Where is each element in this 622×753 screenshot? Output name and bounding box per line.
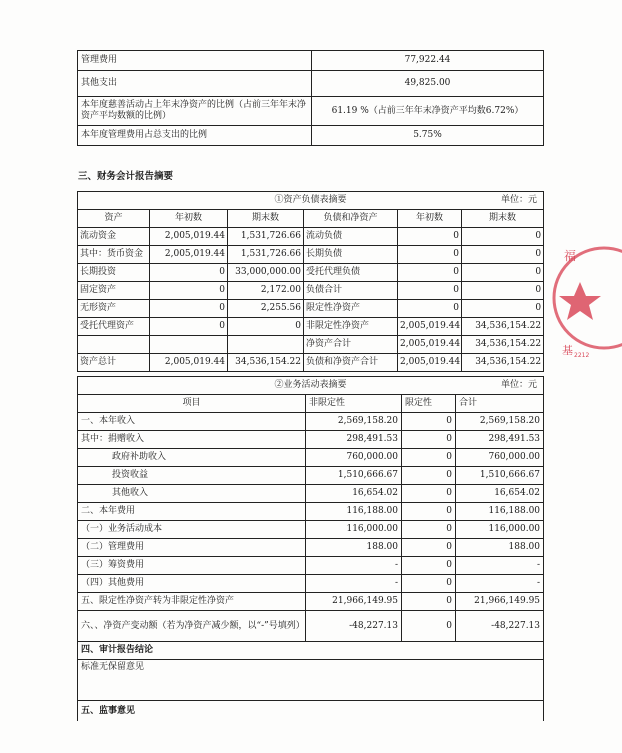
cell: 34,536,154.22	[462, 354, 544, 372]
cell: 0	[402, 575, 456, 593]
header-cell: 限定性	[402, 395, 456, 413]
table-row	[78, 701, 544, 722]
table-row	[78, 431, 544, 449]
cell: 34,536,154.22	[462, 318, 544, 336]
cell: 2,005,019.44	[398, 318, 462, 336]
cell: 16,654.02	[456, 485, 544, 503]
cell: 0	[398, 228, 462, 246]
table-title-row	[78, 377, 544, 395]
row-label: （三）筹资费用	[78, 557, 306, 575]
table-row	[78, 642, 544, 660]
seal-char-1: 福	[564, 249, 577, 263]
row-label: 政府补助收入	[78, 449, 306, 467]
balance-sheet-table	[77, 191, 544, 372]
cell: 0	[462, 282, 544, 300]
cell: 16,654.02	[306, 485, 402, 503]
cell: 0	[402, 593, 456, 611]
cell: 1,531,726.66	[228, 246, 304, 264]
table-row	[78, 539, 544, 557]
cell: 34,536,154.22	[228, 354, 304, 372]
summary-table	[77, 50, 544, 146]
cell: 21,966,149.95	[456, 593, 544, 611]
table-row	[78, 264, 544, 282]
row-label: 其中：捐赠收入	[78, 431, 306, 449]
cell: 限定性净资产	[304, 300, 398, 318]
cell: 负债合计	[304, 282, 398, 300]
balance-title: ①资产负债表摘要	[274, 195, 347, 205]
header-cell: 期末数	[462, 210, 544, 228]
table-row	[78, 485, 544, 503]
balance-unit: 单位：元	[501, 195, 538, 205]
cell: 2,005,019.44	[398, 336, 462, 354]
cell: 188.00	[456, 539, 544, 557]
table-row	[78, 467, 544, 485]
header-cell: 非限定性	[306, 395, 402, 413]
cell: 34,536,154.22	[462, 336, 544, 354]
table-row	[78, 126, 544, 146]
cell: 0	[402, 611, 456, 642]
table-row	[78, 611, 544, 642]
cell: 2,005,019.44	[150, 246, 228, 264]
cell: -	[456, 557, 544, 575]
header-cell: 项目	[78, 395, 306, 413]
audit-title: 四、审计报告结论	[78, 642, 544, 660]
header-cell: 期末数	[228, 210, 304, 228]
cell: 0	[402, 503, 456, 521]
cell: 1,531,726.66	[228, 228, 304, 246]
cell: 0	[398, 264, 462, 282]
section-title: 三、财务会计报告摘要	[78, 171, 174, 182]
cell: 0	[398, 300, 462, 318]
cell: 受托代理负债	[304, 264, 398, 282]
cell: 2,005,019.44	[150, 228, 228, 246]
row-label: （四）其他费用	[78, 575, 306, 593]
table-row	[78, 228, 544, 246]
cell: -	[306, 575, 402, 593]
row-label: 五、限定性净资产转为非限定性净资产	[78, 593, 306, 611]
cell: 1,510,666.67	[456, 467, 544, 485]
table-row	[78, 282, 544, 300]
cell: 长期负债	[304, 246, 398, 264]
table-header-row	[78, 210, 544, 228]
cell: 21,966,149.95	[306, 593, 402, 611]
cell: 2,005,019.44	[150, 354, 228, 372]
cell: 0	[398, 282, 462, 300]
activity-unit: 单位：元	[501, 380, 538, 390]
table-row	[78, 449, 544, 467]
seal-code: 2212	[574, 352, 590, 359]
cell: -	[456, 575, 544, 593]
cell: 受托代理资产	[78, 318, 150, 336]
cell: 298,491.53	[306, 431, 402, 449]
value-cell: 77,922.44	[312, 51, 544, 71]
value-cell: 49,825.00	[312, 71, 544, 97]
row-label: 二、本年费用	[78, 503, 306, 521]
table-title-row	[78, 192, 544, 210]
header-cell: 年初数	[398, 210, 462, 228]
cell: 2,005,019.44	[398, 354, 462, 372]
cell: 298,491.53	[456, 431, 544, 449]
cell: 0	[462, 300, 544, 318]
header-cell: 资产	[78, 210, 150, 228]
cell: 0	[402, 521, 456, 539]
row-label: （一）业务活动成本	[78, 521, 306, 539]
table-row	[78, 51, 544, 71]
table-row	[78, 318, 544, 336]
label-cell: 其他支出	[78, 71, 312, 97]
table-header-row	[78, 395, 544, 413]
table-row	[78, 246, 544, 264]
cell: 无形资产	[78, 300, 150, 318]
cell: 116,188.00	[456, 503, 544, 521]
cell: 188.00	[306, 539, 402, 557]
header-cell: 合计	[456, 395, 544, 413]
cell: 0	[402, 413, 456, 431]
row-label: 投资收益	[78, 467, 306, 485]
cell: 0	[402, 449, 456, 467]
cell: 流动资金	[78, 228, 150, 246]
cell: 760,000.00	[306, 449, 402, 467]
activity-table	[77, 376, 544, 721]
table-row	[78, 575, 544, 593]
table-row	[78, 503, 544, 521]
cell: 116,188.00	[306, 503, 402, 521]
cell: 0	[402, 539, 456, 557]
cell: 2,569,158.20	[306, 413, 402, 431]
cell: 760,000.00	[456, 449, 544, 467]
table-row	[78, 300, 544, 318]
cell: 0	[150, 282, 228, 300]
table-row	[78, 660, 544, 701]
header-cell: 负债和净资产	[304, 210, 398, 228]
cell: 2,172.00	[228, 282, 304, 300]
cell: 0	[462, 246, 544, 264]
cell: -	[306, 557, 402, 575]
cell: 33,000,000.00	[228, 264, 304, 282]
value-cell: 5.75%	[312, 126, 544, 146]
cell: 2,255.56	[228, 300, 304, 318]
table-row	[78, 71, 544, 97]
label-cell: 本年度慈善活动占上年末净资产的比例（占前三年年末净资产平均数额的比例）	[78, 97, 312, 126]
cell: 负债和净资产合计	[304, 354, 398, 372]
activity-title: ②业务活动表摘要	[274, 380, 347, 390]
table-row	[78, 593, 544, 611]
table-row	[78, 354, 544, 372]
cell: 0	[462, 264, 544, 282]
audit-content: 标准无保留意见	[78, 660, 544, 701]
table-row	[78, 97, 544, 126]
supervisor-title: 五、监事意见	[78, 701, 544, 722]
cell: 116,000.00	[456, 521, 544, 539]
cell: 2,569,158.20	[456, 413, 544, 431]
row-label: （二）管理费用	[78, 539, 306, 557]
row-label: 其他收入	[78, 485, 306, 503]
cell: 0	[402, 557, 456, 575]
cell: 0	[462, 228, 544, 246]
value-cell: 61.19 %（占前三年年末净资产平均数6.72%）	[312, 97, 544, 126]
cell: 0	[402, 467, 456, 485]
cell: 非限定性净资产	[304, 318, 398, 336]
cell: 0	[402, 431, 456, 449]
cell: 长期投资	[78, 264, 150, 282]
official-seal	[546, 230, 622, 360]
cell: 0	[150, 318, 228, 336]
table-row	[78, 336, 544, 354]
seal-char-2: 基	[562, 344, 573, 357]
table-row	[78, 557, 544, 575]
cell: 0	[150, 300, 228, 318]
cell: 1,510,666.67	[306, 467, 402, 485]
cell: -48,227.13	[306, 611, 402, 642]
cell: 净资产合计	[304, 336, 398, 354]
cell: -48,227.13	[456, 611, 544, 642]
table-row	[78, 413, 544, 431]
header-cell: 年初数	[150, 210, 228, 228]
cell: 0	[398, 246, 462, 264]
label-cell: 本年度管理费用占总支出的比例	[78, 126, 312, 146]
cell: 0	[150, 264, 228, 282]
cell: 流动负债	[304, 228, 398, 246]
cell: 0	[402, 485, 456, 503]
cell: 116,000.00	[306, 521, 402, 539]
cell: 0	[228, 318, 304, 336]
label-cell: 管理费用	[78, 51, 312, 71]
cell: 其中：货币资金	[78, 246, 150, 264]
row-label: 六、、净资产变动额（若为净资产减少额，以“-”号填列）	[78, 611, 306, 642]
cell: 资产总计	[78, 354, 150, 372]
row-label: 一、本年收入	[78, 413, 306, 431]
cell: 固定资产	[78, 282, 150, 300]
table-row	[78, 521, 544, 539]
